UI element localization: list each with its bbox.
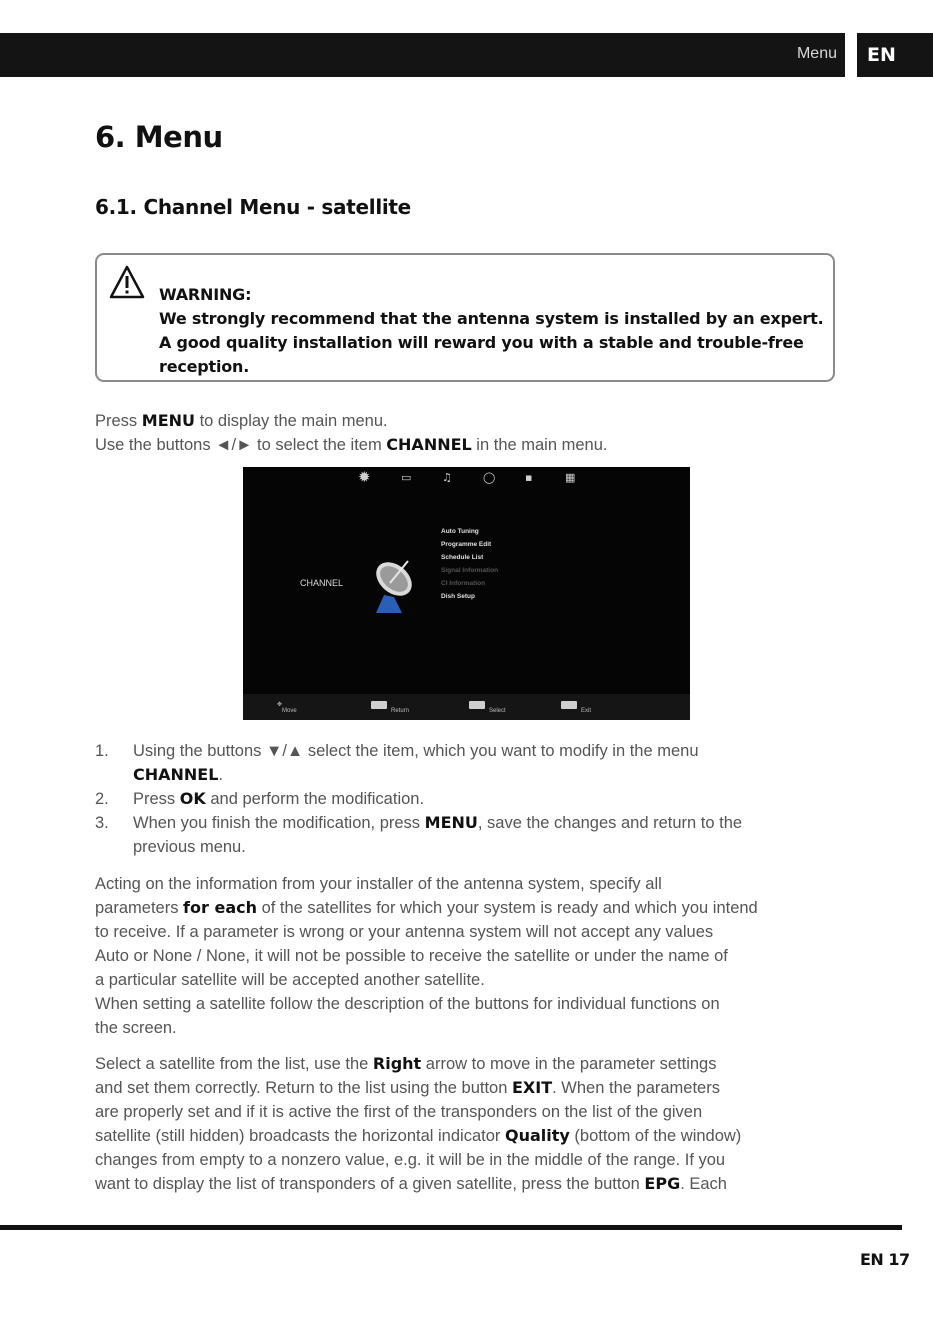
text: and perform the modification. — [205, 790, 425, 808]
tv-menu-screenshot — [243, 467, 690, 720]
text: . — [218, 766, 224, 784]
paragraph-select-satellite — [95, 1052, 741, 1196]
tv-help-move: ✥ Move — [277, 702, 297, 714]
text: to receive. If a parameter is wrong or your antenna system will not accept any values — [95, 923, 714, 941]
channel-label: CHANNEL — [386, 435, 472, 454]
tv-menu-item: Schedule List — [441, 554, 484, 561]
text: are properly set and if it is active the first of the transponders on the list of the given — [95, 1103, 703, 1121]
text: previous menu. — [133, 838, 246, 856]
tv-help-select — [469, 701, 506, 714]
channel-label: CHANNEL — [133, 765, 219, 784]
picture-icon: ▭ — [401, 471, 412, 484]
intro-paragraph — [95, 409, 607, 457]
text: . Each — [680, 1175, 727, 1193]
warning-line: A good quality installation will reward you with a stable and trouble-free — [159, 333, 804, 352]
clock-icon: ◯ — [483, 471, 496, 484]
text: Return — [391, 708, 410, 714]
tv-menu-item: CI Information — [441, 580, 486, 587]
text: the screen. — [95, 1019, 177, 1037]
text: . When the parameters — [552, 1079, 720, 1097]
warning-box — [95, 253, 835, 382]
tv-menu-item: Programme Edit — [441, 541, 492, 548]
text: satellite (still hidden) broadcasts the horizontal indicator — [95, 1127, 505, 1145]
list-item — [95, 739, 742, 787]
tv-help-exit — [561, 701, 592, 714]
tv-menu-item: Signal Information — [441, 567, 499, 574]
text: changes from empty to a nonzero value, e.g. it will be in the middle of the range. If you — [95, 1151, 726, 1169]
text: of the satellites for which your system is ready and which you intend — [256, 899, 758, 917]
satellite-dish-icon — [368, 553, 418, 613]
list-number: 3. — [95, 814, 109, 832]
text: Auto or None / None, it will not be possible to receive the satellite or under the name of — [95, 947, 728, 965]
lock-icon: ▪ — [525, 471, 533, 484]
list-number: 1. — [95, 742, 109, 760]
text: Select a satellite from the list, use the — [95, 1055, 373, 1073]
sound-icon: ♫ — [442, 471, 452, 484]
warning-line: We strongly recommend that the antenna system is installed by an expert. — [159, 309, 824, 328]
tv-channel-label: CHANNEL — [300, 578, 344, 588]
warning-line: reception. — [159, 357, 250, 376]
text: Select — [489, 708, 506, 714]
page-number: EN 17 — [860, 1250, 910, 1269]
warning-icon — [109, 265, 145, 299]
text: Use the buttons ◄/► to select the item — [95, 436, 387, 454]
text: Press — [133, 790, 180, 808]
text: parameters — [95, 899, 184, 917]
text: Press — [95, 412, 142, 430]
emphasis: Right — [372, 1054, 422, 1073]
tv-menu-item: Dish Setup — [441, 593, 475, 600]
paragraph-parameters — [95, 872, 758, 1040]
list-item — [95, 787, 742, 811]
header-bar — [0, 33, 845, 77]
tv-help-return — [371, 701, 410, 714]
menu-key-label: MENU — [141, 411, 195, 430]
tv-help-bar — [243, 694, 690, 720]
text: in the main menu. — [471, 436, 608, 454]
tv-menu-tabs — [243, 467, 690, 493]
text: (bottom of the window) — [569, 1127, 742, 1145]
emphasis: EXIT — [512, 1078, 553, 1097]
text: and set them correctly. Return to the list using the button — [95, 1079, 512, 1097]
menu-key-label: MENU — [424, 813, 478, 832]
text: to display the main menu. — [195, 412, 388, 430]
text: , save the changes and return to the — [477, 814, 743, 832]
text: want to display the list of transponders of a given satellite, press the button — [95, 1175, 645, 1193]
text: Move — [282, 708, 297, 714]
section-label: Menu — [796, 45, 837, 62]
section-subtitle: 6.1. Channel Menu - satellite — [95, 195, 411, 219]
text: Using the buttons ▼/▲ select the item, which you want to modify in the menu — [133, 742, 699, 760]
list-number: 2. — [95, 790, 109, 808]
page-title: 6. Menu — [95, 120, 223, 154]
steps-list — [95, 739, 742, 859]
language-badge: EN — [857, 33, 933, 77]
warning-text — [159, 283, 823, 379]
tv-menu-items — [441, 525, 498, 603]
tv-menu-item: Auto Tuning — [441, 528, 479, 535]
footer-rule — [0, 1225, 902, 1230]
ok-key-label: OK — [179, 789, 206, 808]
text: a particular satellite will be accepted another satellite. — [95, 971, 485, 989]
text: Acting on the information from your installer of the antenna system, specify all — [95, 875, 662, 893]
list-item — [95, 811, 742, 859]
emphasis: Quality — [504, 1126, 570, 1145]
text: When setting a satellite follow the description of the buttons for individual functions on — [95, 995, 720, 1013]
setup-icon: ▦ — [565, 471, 576, 484]
gear-icon: ✹ — [358, 468, 371, 486]
text: When you finish the modification, press — [133, 814, 425, 832]
text: Exit — [581, 708, 592, 714]
warning-heading: WARNING: — [159, 285, 252, 304]
text: arrow to move in the parameter settings — [421, 1055, 717, 1073]
emphasis: EPG — [644, 1174, 681, 1193]
emphasis: for each — [183, 898, 257, 917]
